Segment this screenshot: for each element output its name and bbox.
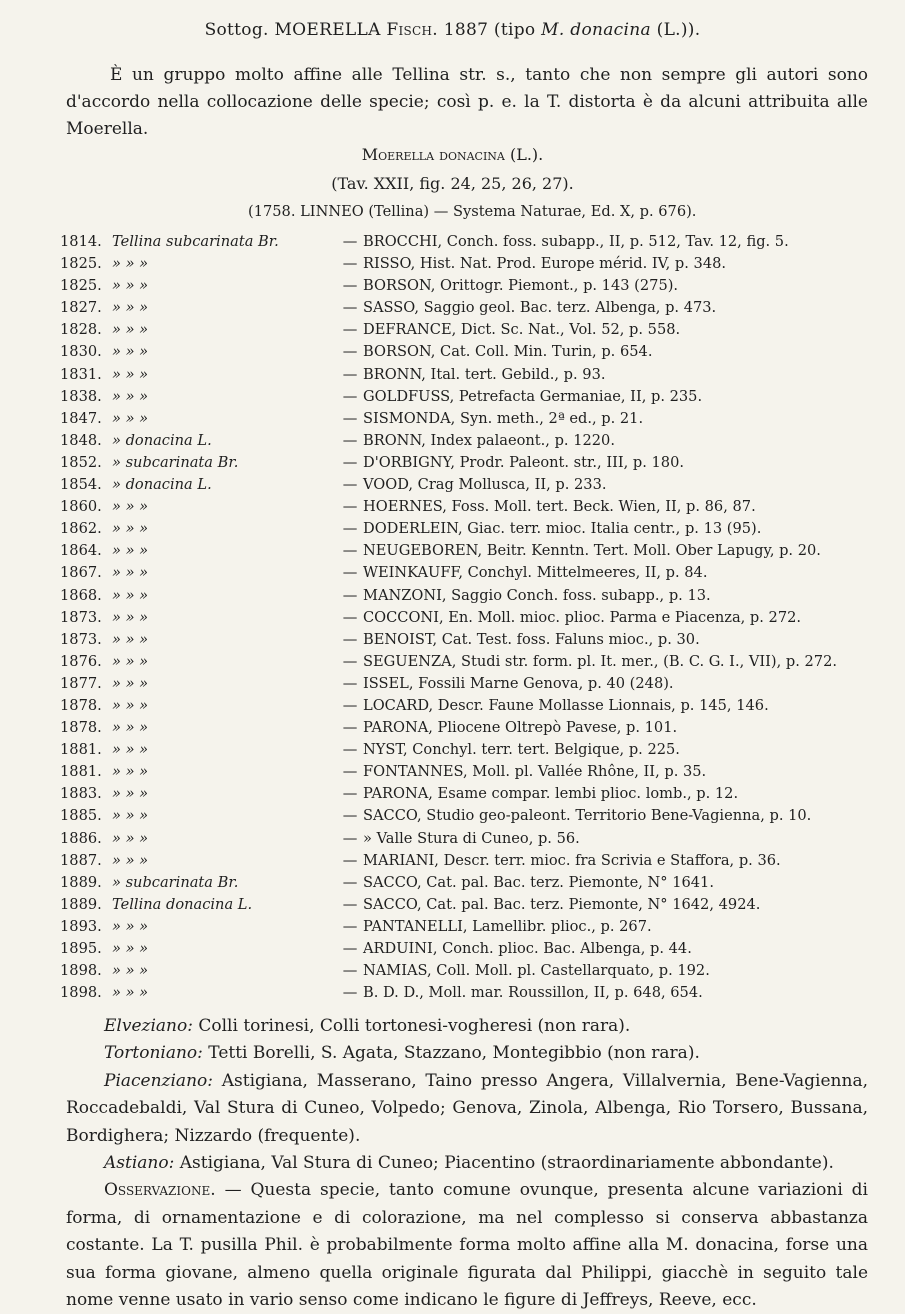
- syn-year: 1878.: [60, 719, 102, 737]
- syn-year: 1847.: [60, 409, 102, 427]
- synonymy-row: [60, 739, 880, 761]
- syn-dash: —: [342, 542, 358, 560]
- syn-taxon: » » »: [112, 365, 149, 383]
- syn-dash: —: [342, 674, 358, 692]
- syn-dash: —: [342, 498, 358, 516]
- intro-paragraph: [66, 62, 868, 143]
- stage-text: Colli torinesi, Colli tortonesi-vogheresi (non rara).: [198, 1016, 631, 1036]
- synonymy-row: [60, 474, 880, 496]
- syn-year: 1881.: [60, 763, 102, 781]
- syn-ref: ISSEL, Fossili Marne Genova, p. 40 (248).: [363, 674, 674, 692]
- syn-year: 1868.: [60, 586, 102, 604]
- syn-taxon: » » »: [112, 299, 149, 317]
- syn-year: 1873.: [60, 630, 102, 648]
- syn-ref: VOOD, Crag Mollusca, II, p. 233.: [363, 476, 607, 494]
- syn-year: 1889.: [60, 895, 102, 913]
- syn-taxon: » » »: [112, 277, 149, 295]
- syn-ref: D'ORBIGNY, Prodr. Paleont. str., III, p. 180.: [363, 453, 685, 471]
- syn-taxon: » » »: [112, 962, 149, 980]
- syn-year: 1854.: [60, 476, 102, 494]
- stage-text: Astigiana, Val Stura di Cuneo; Piacentino (straordinariamente abbondante).: [179, 1153, 834, 1174]
- synonymy-row: [60, 518, 880, 540]
- syn-year: 1852.: [60, 453, 102, 471]
- syn-taxon: » » »: [112, 520, 149, 538]
- syn-dash: —: [342, 476, 358, 494]
- syn-year: 1848.: [60, 431, 102, 449]
- synonymy-row: [60, 341, 880, 363]
- syn-dash: —: [342, 321, 358, 339]
- synonymy-row: [60, 253, 880, 275]
- syn-ref: PARONA, Esame compar. lembi plioc. lomb., p. 12.: [363, 785, 739, 803]
- header-author: Fisch.: [386, 20, 438, 40]
- syn-ref: NAMIAS, Coll. Moll. pl. Castellarquato, p. 192.: [363, 962, 710, 980]
- synonymy-row: [60, 231, 880, 253]
- synonymy-row: [60, 805, 880, 827]
- header-year: 1887: [443, 20, 489, 40]
- syn-dash: —: [342, 763, 358, 781]
- original-citation: (1758. LINNEO (Tellina) — Systema Naturae, Ed. X, p. 676).: [248, 203, 697, 220]
- syn-year: 1883.: [60, 785, 102, 803]
- synonymy-row: [60, 386, 880, 408]
- stage-label: Piacenziano:: [104, 1070, 213, 1091]
- stage-label: Tortoniano:: [104, 1043, 203, 1064]
- synonymy-row: [60, 496, 880, 518]
- synonymy-row: [60, 717, 880, 739]
- syn-year: 1881.: [60, 741, 102, 759]
- syn-dash: —: [342, 453, 358, 471]
- syn-dash: —: [342, 851, 358, 869]
- synonymy-row: [60, 275, 880, 297]
- syn-dash: —: [342, 917, 358, 935]
- syn-year: 1831.: [60, 365, 102, 383]
- distribution-elveziano: [66, 1013, 868, 1040]
- synonymy-row: [60, 673, 880, 695]
- syn-year: 1889.: [60, 873, 102, 891]
- syn-dash: —: [342, 586, 358, 604]
- syn-year: 1867.: [60, 564, 102, 582]
- running-header: [0, 20, 905, 40]
- syn-ref: SACCO, Studio geo-paleont. Territorio Bene-Vagienna, p. 10.: [363, 807, 812, 825]
- syn-year: 1887.: [60, 851, 102, 869]
- syn-taxon: » » »: [112, 829, 149, 847]
- syn-ref: SACCO, Cat. pal. Bac. terz. Piemonte, N° 1642, 4924.: [363, 895, 761, 913]
- syn-ref: NYST, Conchyl. terr. tert. Belgique, p. 225.: [363, 741, 680, 759]
- syn-year: 1898.: [60, 962, 102, 980]
- syn-taxon: » » »: [112, 652, 149, 670]
- syn-dash: —: [342, 564, 358, 582]
- syn-ref: FONTANNES, Moll. pl. Vallée Rhône, II, p. 35.: [363, 763, 707, 781]
- syn-dash: —: [342, 719, 358, 737]
- syn-taxon: » » »: [112, 255, 149, 273]
- synonymy-row: [60, 297, 880, 319]
- syn-dash: —: [342, 829, 358, 847]
- observation-label: Osservazione.: [104, 1180, 216, 1201]
- syn-taxon: » » »: [112, 343, 149, 361]
- synonymy-row: [60, 607, 880, 629]
- synonymy-row: [60, 872, 880, 894]
- distribution-piacenziano: [66, 1068, 868, 1150]
- syn-year: 1862.: [60, 520, 102, 538]
- syn-ref: SACCO, Cat. pal. Bac. terz. Piemonte, N° 1641.: [363, 873, 714, 891]
- syn-dash: —: [342, 277, 358, 295]
- distribution-section: [66, 1013, 868, 1314]
- syn-year: 1873.: [60, 608, 102, 626]
- syn-dash: —: [342, 785, 358, 803]
- syn-dash: —: [342, 873, 358, 891]
- header-type-label: (tipo: [493, 20, 536, 40]
- syn-taxon: » » »: [112, 542, 149, 560]
- syn-year: 1864.: [60, 542, 102, 560]
- syn-taxon: » » »: [112, 696, 149, 714]
- syn-year: 1885.: [60, 807, 102, 825]
- synonymy-row: [60, 562, 880, 584]
- syn-dash: —: [342, 630, 358, 648]
- syn-taxon: » donacina L.: [112, 476, 212, 494]
- syn-taxon: » » »: [112, 321, 149, 339]
- syn-taxon: » » »: [112, 940, 149, 957]
- syn-ref: DEFRANCE, Dict. Sc. Nat., Vol. 52, p. 558.: [363, 321, 681, 339]
- synonymy-row: [60, 982, 880, 1004]
- syn-dash: —: [342, 984, 358, 1002]
- syn-ref: MANZONI, Saggio Conch. foss. subapp., p. 13.: [363, 586, 711, 604]
- syn-dash: —: [342, 299, 358, 317]
- syn-dash: —: [342, 962, 358, 980]
- syn-taxon: » subcarinata Br.: [112, 453, 239, 471]
- syn-ref: SISMONDA, Syn. meth., 2ª ed., p. 21.: [363, 409, 644, 427]
- syn-year: 1828.: [60, 321, 102, 339]
- observation-paragraph: [66, 1177, 868, 1314]
- syn-ref: HOERNES, Foss. Moll. tert. Beck. Wien, II, p. 86, 87.: [363, 498, 756, 516]
- syn-taxon: » donacina L.: [112, 431, 212, 449]
- syn-dash: —: [342, 940, 358, 957]
- syn-ref: BRONN, Ital. tert. Gebild., p. 93.: [363, 365, 606, 383]
- syn-ref: NEUGEBOREN, Beitr. Kenntn. Tert. Moll. Ober Lapugy, p. 20.: [363, 542, 821, 560]
- syn-taxon: » » »: [112, 917, 149, 935]
- syn-taxon: Tellina donacina L.: [112, 895, 253, 913]
- header-genus: MOERELLA: [274, 20, 381, 40]
- syn-year: 1814.: [60, 233, 102, 250]
- syn-taxon: » » »: [112, 741, 149, 759]
- distribution-tortoniano: [66, 1040, 868, 1067]
- syn-ref: PANTANELLI, Lamellibr. plioc., p. 267.: [363, 917, 652, 935]
- syn-dash: —: [342, 608, 358, 626]
- syn-year: 1893.: [60, 917, 102, 935]
- syn-taxon: » » »: [112, 564, 149, 582]
- syn-ref: BORSON, Orittogr. Piemont., p. 143 (275).: [363, 277, 679, 295]
- synonymy-row: [60, 828, 880, 850]
- syn-year: 1877.: [60, 674, 102, 692]
- species-title: Moerella donacina (L.).: [361, 145, 544, 164]
- syn-ref: » Valle Stura di Cuneo, p. 56.: [363, 829, 580, 847]
- stage-label: Astiano:: [104, 1153, 175, 1174]
- syn-taxon: » » »: [112, 498, 149, 516]
- syn-dash: —: [342, 895, 358, 913]
- syn-taxon: » » »: [112, 387, 149, 405]
- syn-dash: —: [342, 255, 358, 273]
- syn-ref: PARONA, Pliocene Oltrepò Pavese, p. 101.: [363, 719, 678, 737]
- syn-taxon: » » »: [112, 719, 149, 737]
- syn-dash: —: [342, 807, 358, 825]
- synonymy-row: [60, 430, 880, 452]
- syn-taxon: » subcarinata Br.: [112, 873, 239, 891]
- syn-year: 1838.: [60, 387, 102, 405]
- synonymy-row: [60, 629, 880, 651]
- synonymy-row: [60, 783, 880, 805]
- stage-text: Tetti Borelli, S. Agata, Stazzano, Montegibbio (non rara).: [208, 1043, 700, 1064]
- syn-dash: —: [342, 387, 358, 405]
- synonymy-row: [60, 761, 880, 783]
- syn-year: 1830.: [60, 343, 102, 361]
- species-plate: (Tav. XXII, fig. 24, 25, 26, 27).: [331, 174, 574, 193]
- syn-taxon: » » »: [112, 608, 149, 626]
- syn-taxon: » » »: [112, 851, 149, 869]
- syn-year: 1895.: [60, 940, 102, 957]
- synonymy-row: [60, 938, 880, 960]
- synonymy-row: [60, 319, 880, 341]
- syn-dash: —: [342, 652, 358, 670]
- syn-taxon: Tellina subcarinata Br.: [112, 233, 279, 250]
- syn-taxon: » » »: [112, 630, 149, 648]
- synonymy-row: [60, 364, 880, 386]
- syn-taxon: » » »: [112, 586, 149, 604]
- observation-text: — Questa specie, tanto comune ovunque, presenta alcune variazioni di forma, di ornamentazione e di colorazione, ma nel complesso si conserva abbastanza costante. La T. pusilla Phil. è probabilmente forma molto affine alla M. donacina, forse una sua forma giovane, almeno quella originale figurata dal Philippi, giacchè in seguito tale nome venne usato in vario senso come indicano le figure di Jeffreys, Reeve, ecc.: [66, 1180, 868, 1311]
- syn-dash: —: [342, 365, 358, 383]
- syn-taxon: » » »: [112, 763, 149, 781]
- distribution-astiano: [66, 1150, 868, 1177]
- header-type-author: (L.)).: [656, 20, 701, 40]
- syn-dash: —: [342, 233, 358, 250]
- stage-label: Elveziano:: [104, 1016, 193, 1036]
- syn-ref: DODERLEIN, Giac. terr. mioc. Italia centr., p. 13 (95).: [363, 520, 762, 538]
- syn-year: 1860.: [60, 498, 102, 516]
- syn-year: 1886.: [60, 829, 102, 847]
- syn-ref: GOLDFUSS, Petrefacta Germaniae, II, p. 235.: [363, 387, 703, 405]
- stage-text: Astigiana, Masserano, Taino presso Angera, Villalvernia, Bene-Vagienna, Roccadebaldi, Val Stura di Cuneo, Volpedo; Genova, Zinola, Albenga, Rio Torsero, Bussana, Bordighera; Nizzardo (frequente).: [66, 1070, 868, 1146]
- syn-taxon: » » »: [112, 984, 149, 1002]
- header-prefix: Sottog.: [204, 20, 269, 40]
- syn-year: 1878.: [60, 696, 102, 714]
- syn-taxon: » » »: [112, 807, 149, 825]
- syn-dash: —: [342, 343, 358, 361]
- syn-ref: COCCONI, En. Moll. mioc. plioc. Parma e Piacenza, p. 272.: [363, 608, 802, 626]
- synonymy-row: [60, 695, 880, 717]
- synonymy-row: [60, 651, 880, 673]
- syn-ref: BENOIST, Cat. Test. foss. Faluns mioc., p. 30.: [363, 630, 700, 648]
- syn-ref: SEGUENZA, Studi str. form. pl. It. mer., (B. C. G. I., VII), p. 272.: [363, 652, 838, 670]
- synonymy-row: [60, 540, 880, 562]
- syn-year: 1827.: [60, 299, 102, 317]
- syn-ref: LOCARD, Descr. Faune Mollasse Lionnais, p. 145, 146.: [363, 696, 769, 714]
- syn-taxon: » » »: [112, 785, 149, 803]
- syn-ref: RISSO, Hist. Nat. Prod. Europe mérid. IV, p. 348.: [363, 255, 727, 273]
- syn-year: 1876.: [60, 652, 102, 670]
- header-type-species: M. donacina: [541, 20, 651, 40]
- synonymy-row: [60, 850, 880, 872]
- synonymy-row: [60, 916, 880, 938]
- syn-year: 1825.: [60, 255, 102, 273]
- syn-year: 1825.: [60, 277, 102, 295]
- syn-ref: BRONN, Index palaeont., p. 1220.: [363, 431, 615, 449]
- synonymy-row: [60, 960, 880, 982]
- syn-ref: B. D. D., Moll. mar. Roussillon, II, p. 648, 654.: [363, 984, 703, 1002]
- syn-year: 1898.: [60, 984, 102, 1002]
- synonymy-row: [60, 894, 880, 916]
- synonymy-row: [60, 408, 880, 430]
- syn-taxon: » » »: [112, 674, 149, 692]
- syn-dash: —: [342, 409, 358, 427]
- synonymy-row: [60, 452, 880, 474]
- syn-taxon: » » »: [112, 409, 149, 427]
- synonymy-list: [60, 231, 880, 1004]
- syn-ref: BORSON, Cat. Coll. Min. Turin, p. 654.: [363, 343, 653, 361]
- syn-ref: ARDUINI, Conch. plioc. Bac. Albenga, p. 44.: [363, 940, 692, 957]
- syn-ref: BROCCHI, Conch. foss. subapp., II, p. 512, Tav. 12, fig. 5.: [363, 233, 789, 250]
- intro-text: È un gruppo molto affine alle Tellina str. s., tanto che non sempre gli autori sono d'accordo nella collocazione delle specie; così p. e. la T. distorta è da alcuni attribuita alle Moerella.: [66, 65, 868, 139]
- syn-dash: —: [342, 520, 358, 538]
- syn-dash: —: [342, 696, 358, 714]
- syn-ref: MARIANI, Descr. terr. mioc. fra Scrivia e Staffora, p. 36.: [363, 851, 781, 869]
- synonymy-row: [60, 585, 880, 607]
- syn-ref: SASSO, Saggio geol. Bac. terz. Albenga, p. 473.: [363, 299, 717, 317]
- syn-ref: WEINKAUFF, Conchyl. Mittelmeeres, II, p. 84.: [363, 564, 708, 582]
- syn-dash: —: [342, 431, 358, 449]
- syn-dash: —: [342, 741, 358, 759]
